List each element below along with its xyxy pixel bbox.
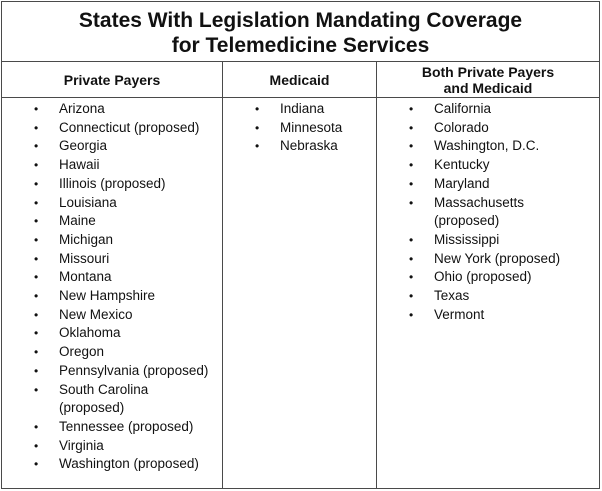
- bullet-icon: •: [34, 195, 39, 210]
- bullet-icon: •: [34, 457, 39, 472]
- bullet-icon: •: [409, 195, 414, 210]
- bullet-icon: •: [34, 363, 39, 378]
- table-title-line-2: for Telemedicine Services: [171, 34, 430, 57]
- list-item-text: Mississippi: [434, 231, 500, 247]
- both-payers-header: Both Private Payers and Medicaid: [377, 62, 599, 98]
- list-item: [377, 306, 599, 325]
- list-item: [2, 137, 222, 156]
- list-item-text: Oklahoma: [59, 325, 121, 341]
- bullet-icon: •: [409, 270, 414, 285]
- bullet-icon: •: [409, 120, 414, 135]
- bullet-icon: •: [34, 158, 39, 173]
- bullet-icon: •: [34, 307, 39, 322]
- list-item-text: Arizona: [59, 101, 105, 116]
- list-item-text: California: [434, 101, 492, 116]
- medicaid-column: [223, 62, 377, 488]
- list-item: [2, 194, 222, 213]
- list-item: [377, 287, 599, 306]
- list-item-text: Nebraska: [280, 138, 338, 154]
- list-item: [2, 362, 222, 381]
- list-item-text: Maine: [59, 213, 96, 229]
- list-item: [2, 175, 222, 194]
- list-item-text: Oregon: [59, 344, 105, 360]
- list-item-text: Texas: [434, 288, 470, 304]
- list-item: [2, 100, 222, 119]
- table-title: [2, 2, 599, 62]
- list-item: [377, 194, 599, 231]
- list-item: [377, 268, 599, 287]
- list-item: [2, 250, 222, 269]
- bullet-icon: •: [409, 232, 414, 247]
- list-item: [2, 381, 222, 418]
- list-item-text: Ohio (proposed): [434, 269, 532, 285]
- list-item-text: Kentucky: [434, 157, 490, 173]
- list-item-text: New York (proposed): [434, 250, 561, 266]
- bullet-icon: •: [34, 382, 39, 397]
- list-item-text: Massachusetts: [434, 194, 525, 210]
- list-item-text: Virginia: [59, 437, 104, 453]
- list-item-text: Colorado: [434, 119, 489, 135]
- bullet-icon: •: [34, 214, 39, 229]
- coverage-table: [1, 1, 600, 489]
- list-item-text: (proposed): [434, 213, 500, 229]
- bullet-icon: •: [34, 438, 39, 453]
- list-item-text: Pennsylvania (proposed): [59, 362, 209, 378]
- list-item: [2, 231, 222, 250]
- list-item: [377, 175, 599, 194]
- list-item-text: Vermont: [434, 306, 485, 322]
- list-item: [377, 156, 599, 175]
- medicaid-list: [223, 98, 376, 156]
- bullet-icon: •: [409, 102, 414, 116]
- table-title-line-1: States With Legislation Mandating Coverage: [78, 9, 523, 32]
- list-item: [2, 287, 222, 306]
- list-item-text: Montana: [59, 269, 112, 285]
- list-item: [2, 418, 222, 437]
- bullet-icon: •: [409, 251, 414, 266]
- list-item-text: Maryland: [434, 175, 490, 191]
- list-item: [377, 231, 599, 250]
- bullet-icon: •: [409, 289, 414, 304]
- list-item: [2, 119, 222, 138]
- both-payers-column: [377, 62, 599, 488]
- list-item-text: Tennessee (proposed): [59, 418, 194, 434]
- bullet-icon: •: [34, 326, 39, 341]
- list-item-text: New Mexico: [59, 306, 133, 322]
- bullet-icon: •: [34, 120, 39, 135]
- list-item-text: Indiana: [280, 101, 325, 116]
- bullet-icon: •: [255, 102, 260, 116]
- list-item-text: Minnesota: [280, 119, 343, 135]
- private-payers-list: [2, 98, 222, 474]
- bullet-icon: •: [255, 120, 260, 135]
- list-item: [2, 156, 222, 175]
- list-item-text: Missouri: [59, 250, 110, 266]
- bullet-icon: •: [34, 289, 39, 304]
- list-item-text: Georgia: [59, 138, 108, 154]
- list-item: [377, 250, 599, 269]
- bullet-icon: •: [34, 102, 39, 116]
- list-item-text: Connecticut (proposed): [59, 119, 200, 135]
- list-item: [377, 119, 599, 138]
- list-item-text: Louisiana: [59, 194, 117, 210]
- list-item: [2, 306, 222, 325]
- list-item-text: (proposed): [59, 400, 125, 416]
- list-item-text: Washington, D.C.: [434, 138, 540, 154]
- bullet-icon: •: [409, 176, 414, 191]
- list-item: [2, 268, 222, 287]
- list-item-text: Washington (proposed): [59, 456, 199, 472]
- bullet-icon: •: [34, 419, 39, 434]
- bullet-icon: •: [255, 139, 260, 154]
- list-item: [2, 343, 222, 362]
- list-item-text: South Carolina: [59, 381, 149, 397]
- list-item: [223, 100, 376, 119]
- private-payers-column: [2, 62, 223, 488]
- bullet-icon: •: [409, 139, 414, 154]
- private-payers-header: Private Payers: [2, 62, 222, 98]
- list-item: [223, 119, 376, 138]
- list-item: [2, 437, 222, 456]
- list-item-text: New Hampshire: [59, 288, 156, 304]
- bullet-icon: •: [34, 345, 39, 360]
- list-item: [2, 455, 222, 474]
- bullet-icon: •: [409, 307, 414, 322]
- bullet-icon: •: [409, 158, 414, 173]
- list-item: [223, 137, 376, 156]
- bullet-icon: •: [34, 270, 39, 285]
- list-item: [2, 212, 222, 231]
- bullet-icon: •: [34, 139, 39, 154]
- list-item-text: Hawaii: [59, 157, 100, 173]
- bullet-icon: •: [34, 176, 39, 191]
- both-payers-list: [377, 98, 599, 324]
- list-item-text: Illinois (proposed): [59, 175, 166, 191]
- bullet-icon: •: [34, 232, 39, 247]
- list-item: [377, 137, 599, 156]
- list-item: [377, 100, 599, 119]
- list-item-text: Michigan: [59, 231, 114, 247]
- bullet-icon: •: [34, 251, 39, 266]
- list-item: [2, 324, 222, 343]
- medicaid-header: Medicaid: [223, 62, 376, 98]
